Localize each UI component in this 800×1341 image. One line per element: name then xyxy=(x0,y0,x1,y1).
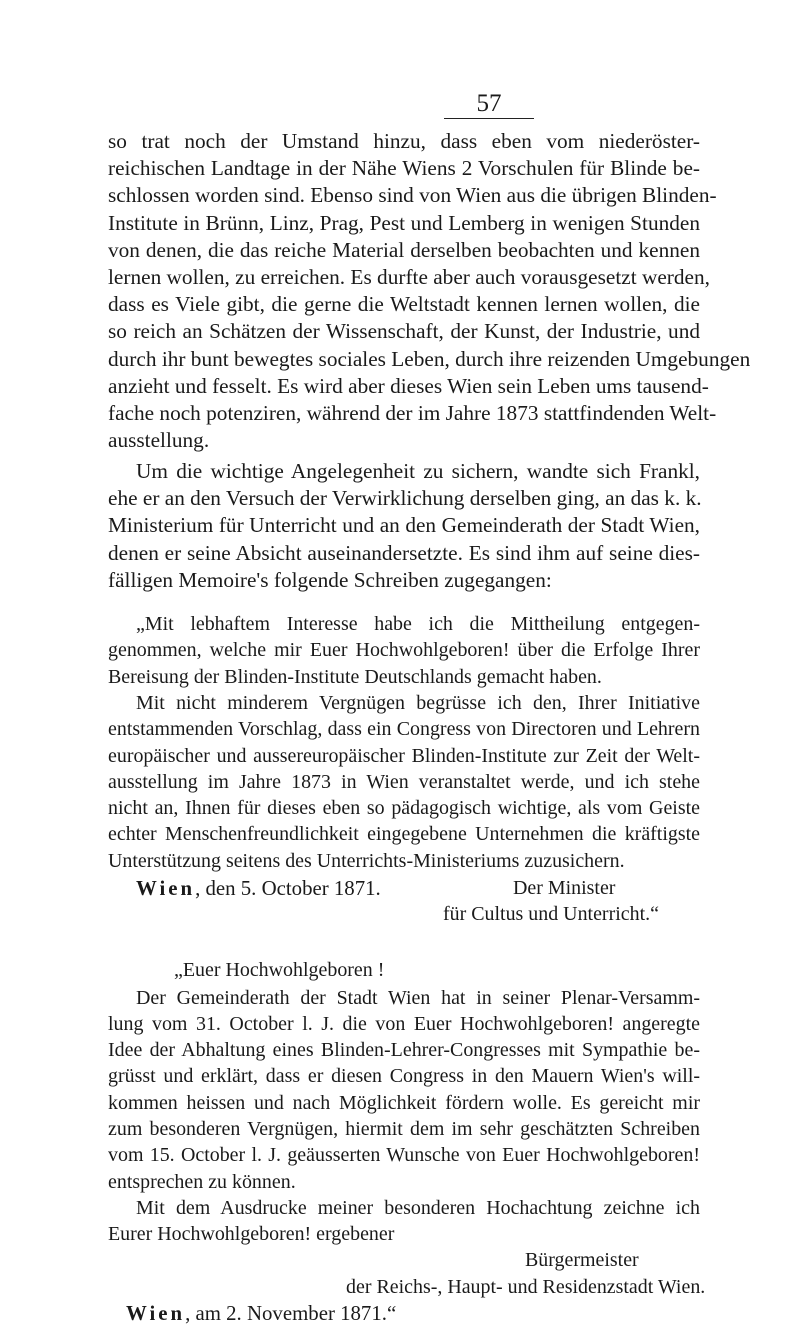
letter-date-line xyxy=(126,1300,446,1327)
text-line: Mit dem Ausdrucke meiner besonderen Hochachtung zeichne ich xyxy=(136,1196,700,1219)
text-line: europäischer und aussereuropäischer Blinden-Institute zur Zeit der Welt- xyxy=(108,744,700,767)
text-line: von denen, die das reiche Material derselben beobachten und kennen xyxy=(108,237,700,262)
text-line: Institute in Brünn, Linz, Prag, Pest und Lemberg in wenigen Stunden xyxy=(108,210,700,235)
text-line: ausstellung im Jahre 1873 in Wien veranstaltet werde, und ich stehe xyxy=(108,770,700,793)
text-line: fälligen Memoire's folgende Schreiben zugegangen: xyxy=(108,567,552,592)
text-line: vom 15. October l. J. geäusserten Wunsche von Euer Hochwohlgeboren! xyxy=(108,1144,700,1167)
letter-date-line xyxy=(136,875,436,902)
text-line: ausstellung. xyxy=(108,428,210,453)
text-line: so reich an Schätzen der Wissenschaft, der Kunst, der Industrie, und xyxy=(108,319,700,344)
text-line: Mit nicht minderem Vergnügen begrüsse ich den, Ihrer Initiative xyxy=(136,691,700,714)
text-line: dass es Viele gibt, die gerne die Weltstadt kennen lernen wollen, die xyxy=(108,292,700,317)
letter-place: Wien xyxy=(126,1301,186,1325)
text-line: ehe er an den Versuch der Verwirklichung derselben ging, an das k. k. xyxy=(108,486,702,511)
text-line: anzieht und fesselt. Es wird aber dieses Wien sein Leben ums tausend- xyxy=(108,373,709,398)
text-line: fache noch potenziren, während der im Jahre 1873 stattfindenden Welt- xyxy=(108,400,717,425)
page-number: 57 xyxy=(444,91,534,119)
letter-signature: Der Minister xyxy=(513,876,616,899)
text-line: grüsst und erklärt, dass er diesen Congress in den Mauern Wien's will- xyxy=(108,1065,700,1088)
text-line: denen er seine Absicht auseinandersetzte. Es sind ihm auf seine dies- xyxy=(108,540,700,565)
text-line: entstammenden Vorschlag, dass ein Congress von Directoren und Lehrern xyxy=(108,718,700,741)
text-line: Unterstützung seitens des Unterrichts-Ministeriums zuzusichern. xyxy=(108,849,625,872)
letter-date: , den 5. October 1871. xyxy=(195,875,381,900)
text-line: genommen, welche mir Euer Hochwohlgeboren! über die Erfolge Ihrer xyxy=(108,639,700,662)
letter-signature: Bürgermeister xyxy=(525,1249,639,1272)
text-line: zum besonderen Vergnügen, hiermit dem im sehr geschätzten Schreiben xyxy=(108,1117,700,1140)
letter-place: Wien xyxy=(136,875,196,900)
text-line: „Mit lebhaftem Interesse habe ich die Mittheilung entgegen- xyxy=(136,613,700,636)
text-line: so trat noch der Umstand hinzu, dass eben vom niederöster- xyxy=(108,129,700,153)
text-line: Idee der Abhaltung eines Blinden-Lehrer-Congresses mit Sympathie be- xyxy=(108,1039,700,1062)
text-line: echter Menschenfreundlichkeit eingegebene Unternehmen die kräftigste xyxy=(108,823,700,846)
text-line: entsprechen zu können. xyxy=(108,1170,296,1193)
text-line: Ministerium für Unterricht und an den Gemeinderath der Stadt Wien, xyxy=(108,513,700,538)
text-line: lernen wollen, zu erreichen. Es durfte aber auch vorausgesetzt werden, xyxy=(108,264,710,289)
text-line: schlossen worden sind. Ebenso sind von Wien aus die übrigen Blinden- xyxy=(108,183,717,208)
text-line: Bereisung der Blinden-Institute Deutschlands gemacht haben. xyxy=(108,665,602,688)
text-line: Um die wichtige Angelegenheit zu sichern, wandte sich Frankl, xyxy=(136,458,700,483)
text-line: kommen heissen und nach Möglichkeit fördern wolle. Es gereicht mir xyxy=(108,1091,700,1114)
letter-signature-title: der Reichs-, Haupt- und Residenzstadt Wien. xyxy=(346,1275,706,1298)
letter-salutation: „Euer Hochwohlgeboren ! xyxy=(174,959,385,982)
letter-date: , am 2. November 1871.“ xyxy=(185,1301,397,1325)
text-line: Eurer Hochwohlgeboren! ergebener xyxy=(108,1223,395,1246)
text-line: reichischen Landtage in der Nähe Wiens 2 Vorschulen für Blinde be- xyxy=(108,156,700,181)
text-line: nicht an, Ihnen für dieses eben so pädagogisch wichtige, als vom Geiste xyxy=(108,797,700,820)
letter-signature-title: für Cultus und Unterricht.“ xyxy=(443,903,659,926)
text-line: Der Gemeinderath der Stadt Wien hat in seiner Plenar-Versamm- xyxy=(136,986,700,1009)
text-line: durch ihr bunt bewegtes sociales Leben, durch ihre reizenden Umgebungen xyxy=(108,346,751,371)
text-line: lung vom 31. October l. J. die von Euer Hochwohlgeboren! angeregte xyxy=(108,1012,700,1035)
